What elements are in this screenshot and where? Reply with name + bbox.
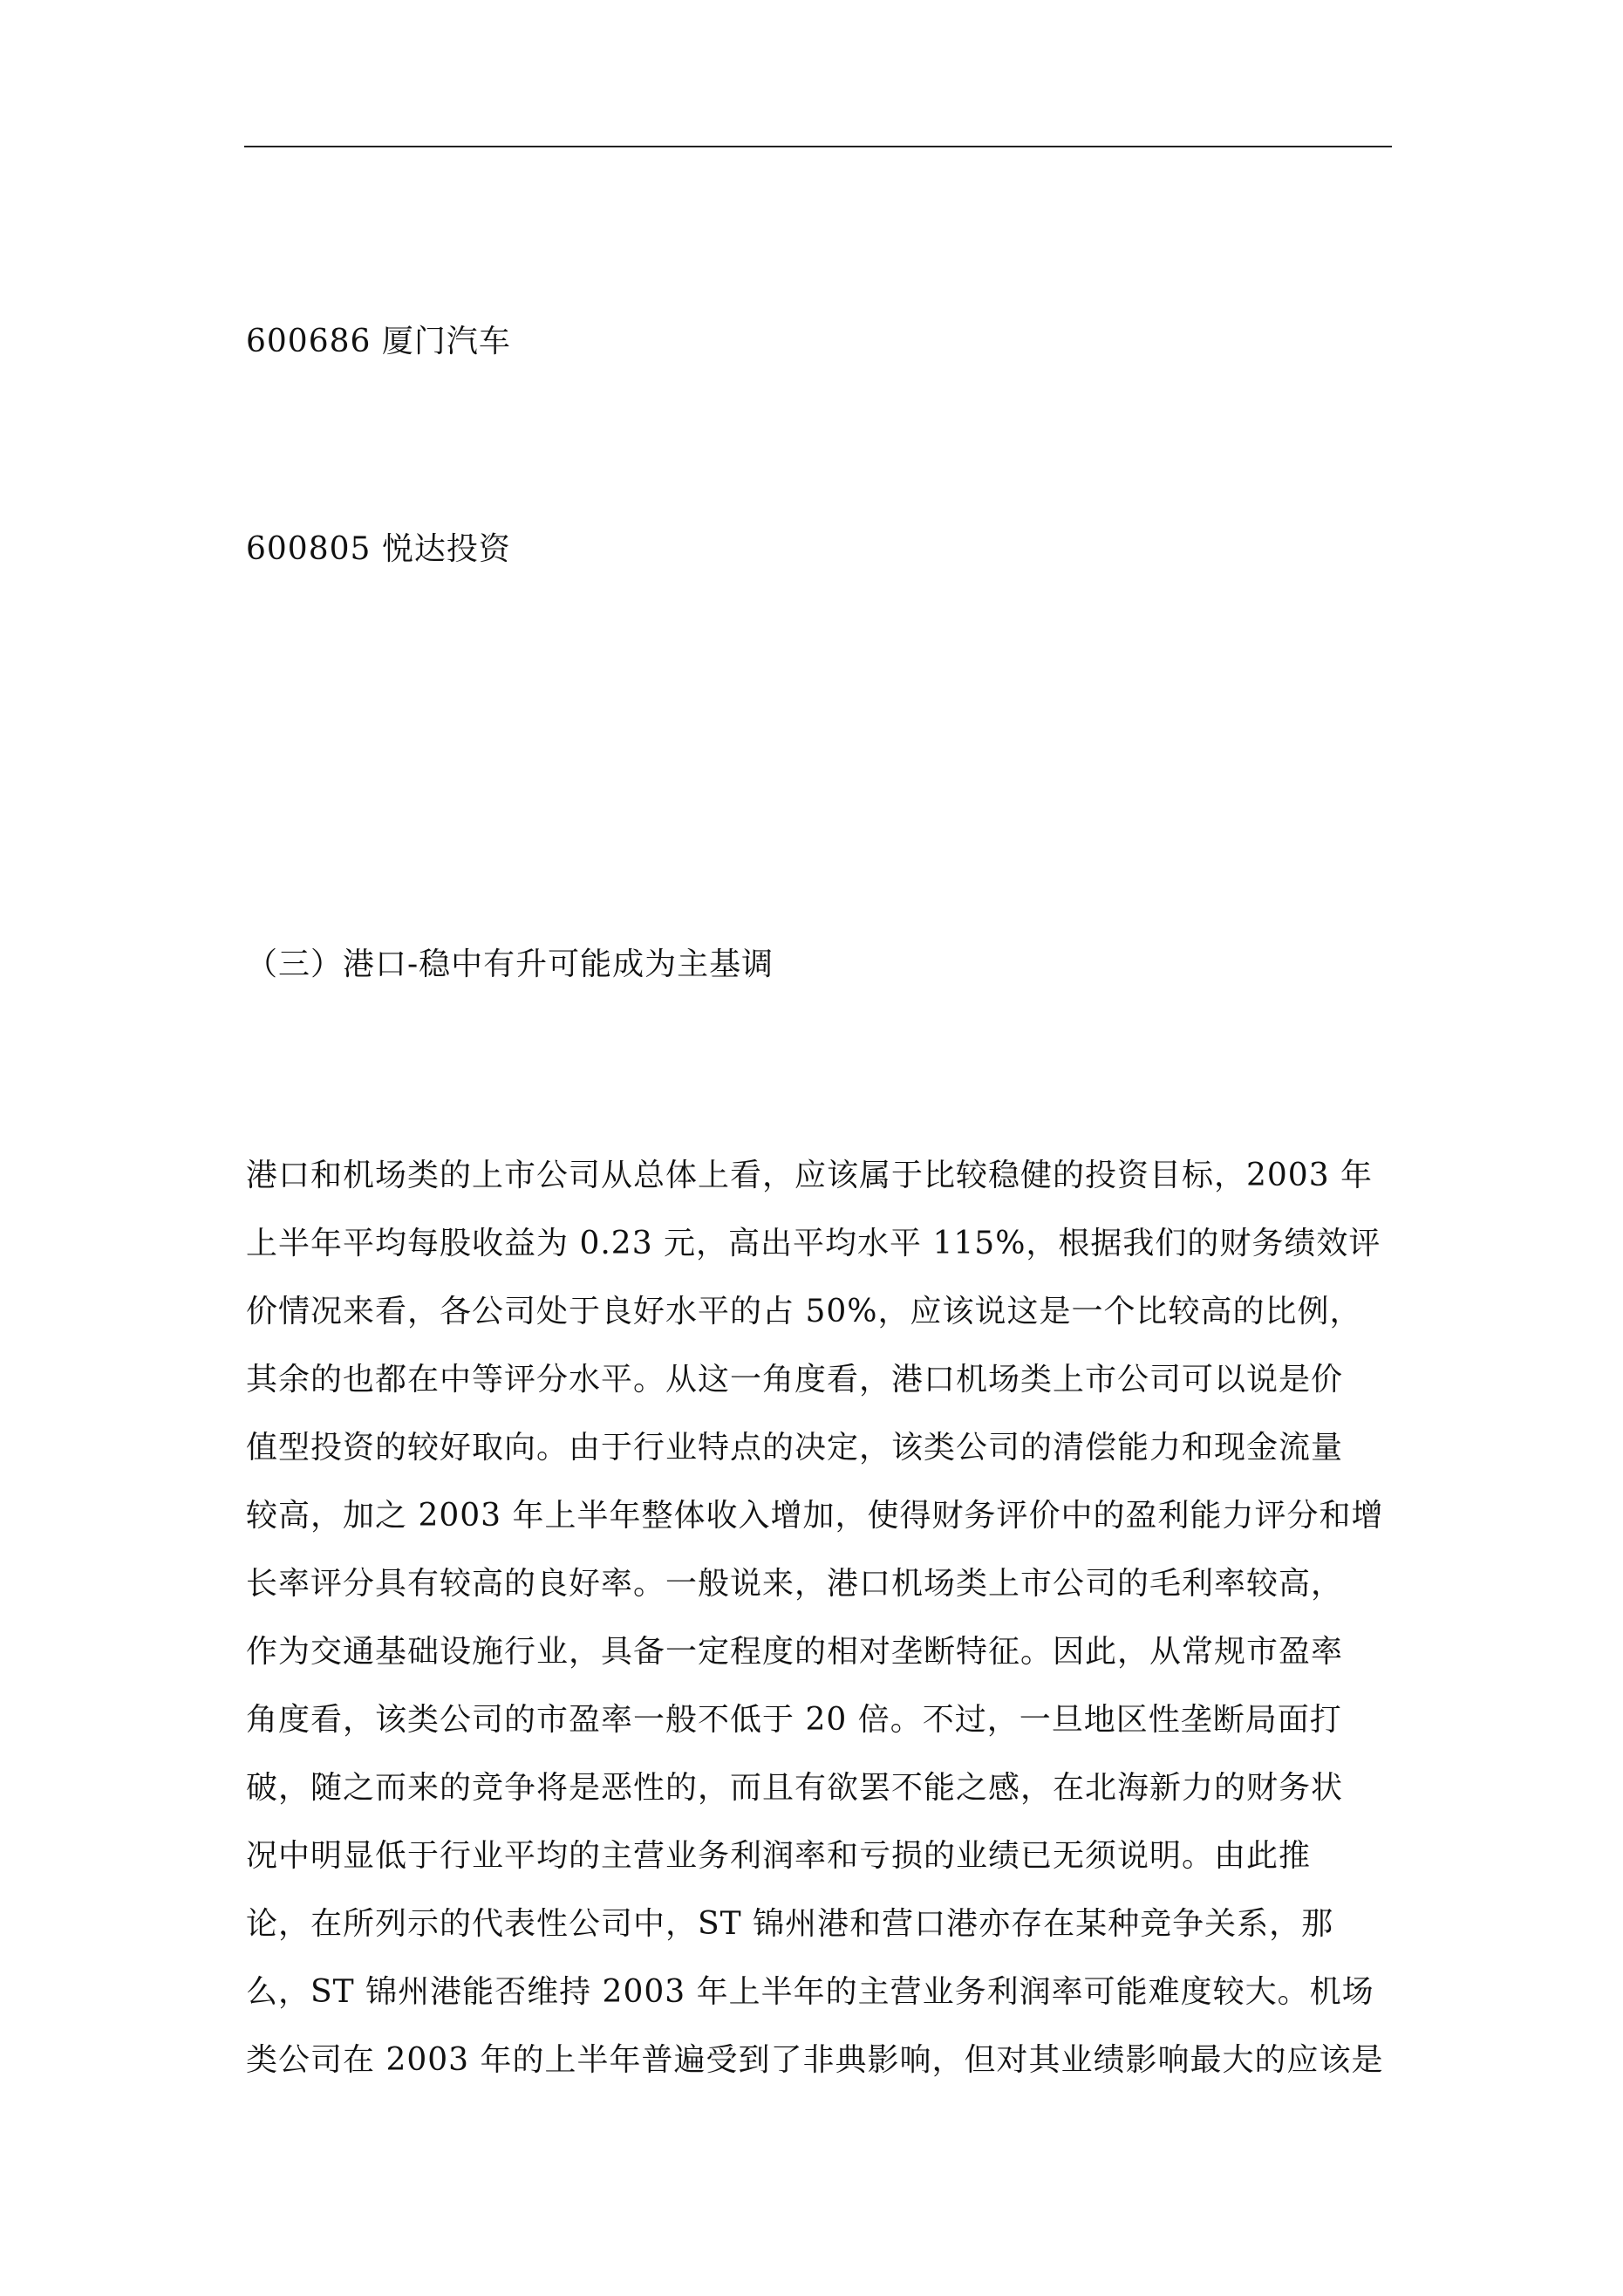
paragraph-line: 角度看，该类公司的市盈率一般不低于 20 倍。不过，一旦地区性垄断局面打 — [246, 1702, 1342, 1738]
paragraph-line: 较高，加之 2003 年上半年整体收入增加，使得财务评价中的盈利能力评分和增 — [246, 1498, 1384, 1534]
paragraph-line: 作为交通基础设施行业，具备一定程度的相对垄断特征。因此，从常规市盈率 — [246, 1634, 1344, 1670]
paragraph-line: 况中明显低于行业平均的主营业务利润率和亏损的业绩已无须说明。由此推 — [246, 1838, 1312, 1874]
paragraph-line: 价情况来看，各公司处于良好水平的占 50%，应该说这是一个比较高的比例， — [246, 1294, 1362, 1329]
paragraph-line: 类公司在 2003 年的上半年普遍受到了非典影响，但对其业绩影响最大的应该是 — [246, 2042, 1384, 2078]
paragraph-line: 长率评分具有较高的良好率。一般说来，港口机场类上市公司的毛利率较高， — [246, 1566, 1344, 1602]
paragraph-line: 论，在所列示的代表性公司中，ST 锦州港和营口港亦存在某种竞争关系，那 — [246, 1906, 1334, 1942]
stock-entry-yueda-investment — [246, 532, 511, 567]
stock-name: 悦达投资 — [381, 531, 511, 567]
header-rule — [244, 146, 1392, 147]
section-heading: （三）港口-稳中有升可能成为主基调 — [246, 946, 774, 982]
stock-name: 厦门汽车 — [381, 324, 511, 359]
paragraph-line: 上半年平均每股收益为 0.23 元，高出平均水平 115%，根据我们的财务绩效评 — [246, 1226, 1381, 1261]
stock-entry-xiamen-auto — [246, 325, 511, 359]
paragraph-line: 港口和机场类的上市公司从总体上看，应该属于比较稳健的投资目标，2003 年 — [246, 1158, 1374, 1193]
paragraph-line: 值型投资的较好取向。由于行业特点的决定，该类公司的清偿能力和现金流量 — [246, 1430, 1344, 1466]
paragraph-line: 其余的也都在中等评分水平。从这一角度看，港口机场类上市公司可以说是价 — [246, 1362, 1344, 1397]
paragraph-line: 么，ST 锦州港能否维持 2003 年上半年的主营业务利润率可能难度较大。机场 — [246, 1974, 1374, 2010]
stock-code: 600805 — [246, 531, 372, 567]
stock-code: 600686 — [246, 324, 372, 359]
paragraph-line: 破，随之而来的竞争将是恶性的，而且有欲罢不能之感，在北海新力的财务状 — [246, 1770, 1344, 1806]
body-paragraph — [246, 1158, 1397, 2111]
